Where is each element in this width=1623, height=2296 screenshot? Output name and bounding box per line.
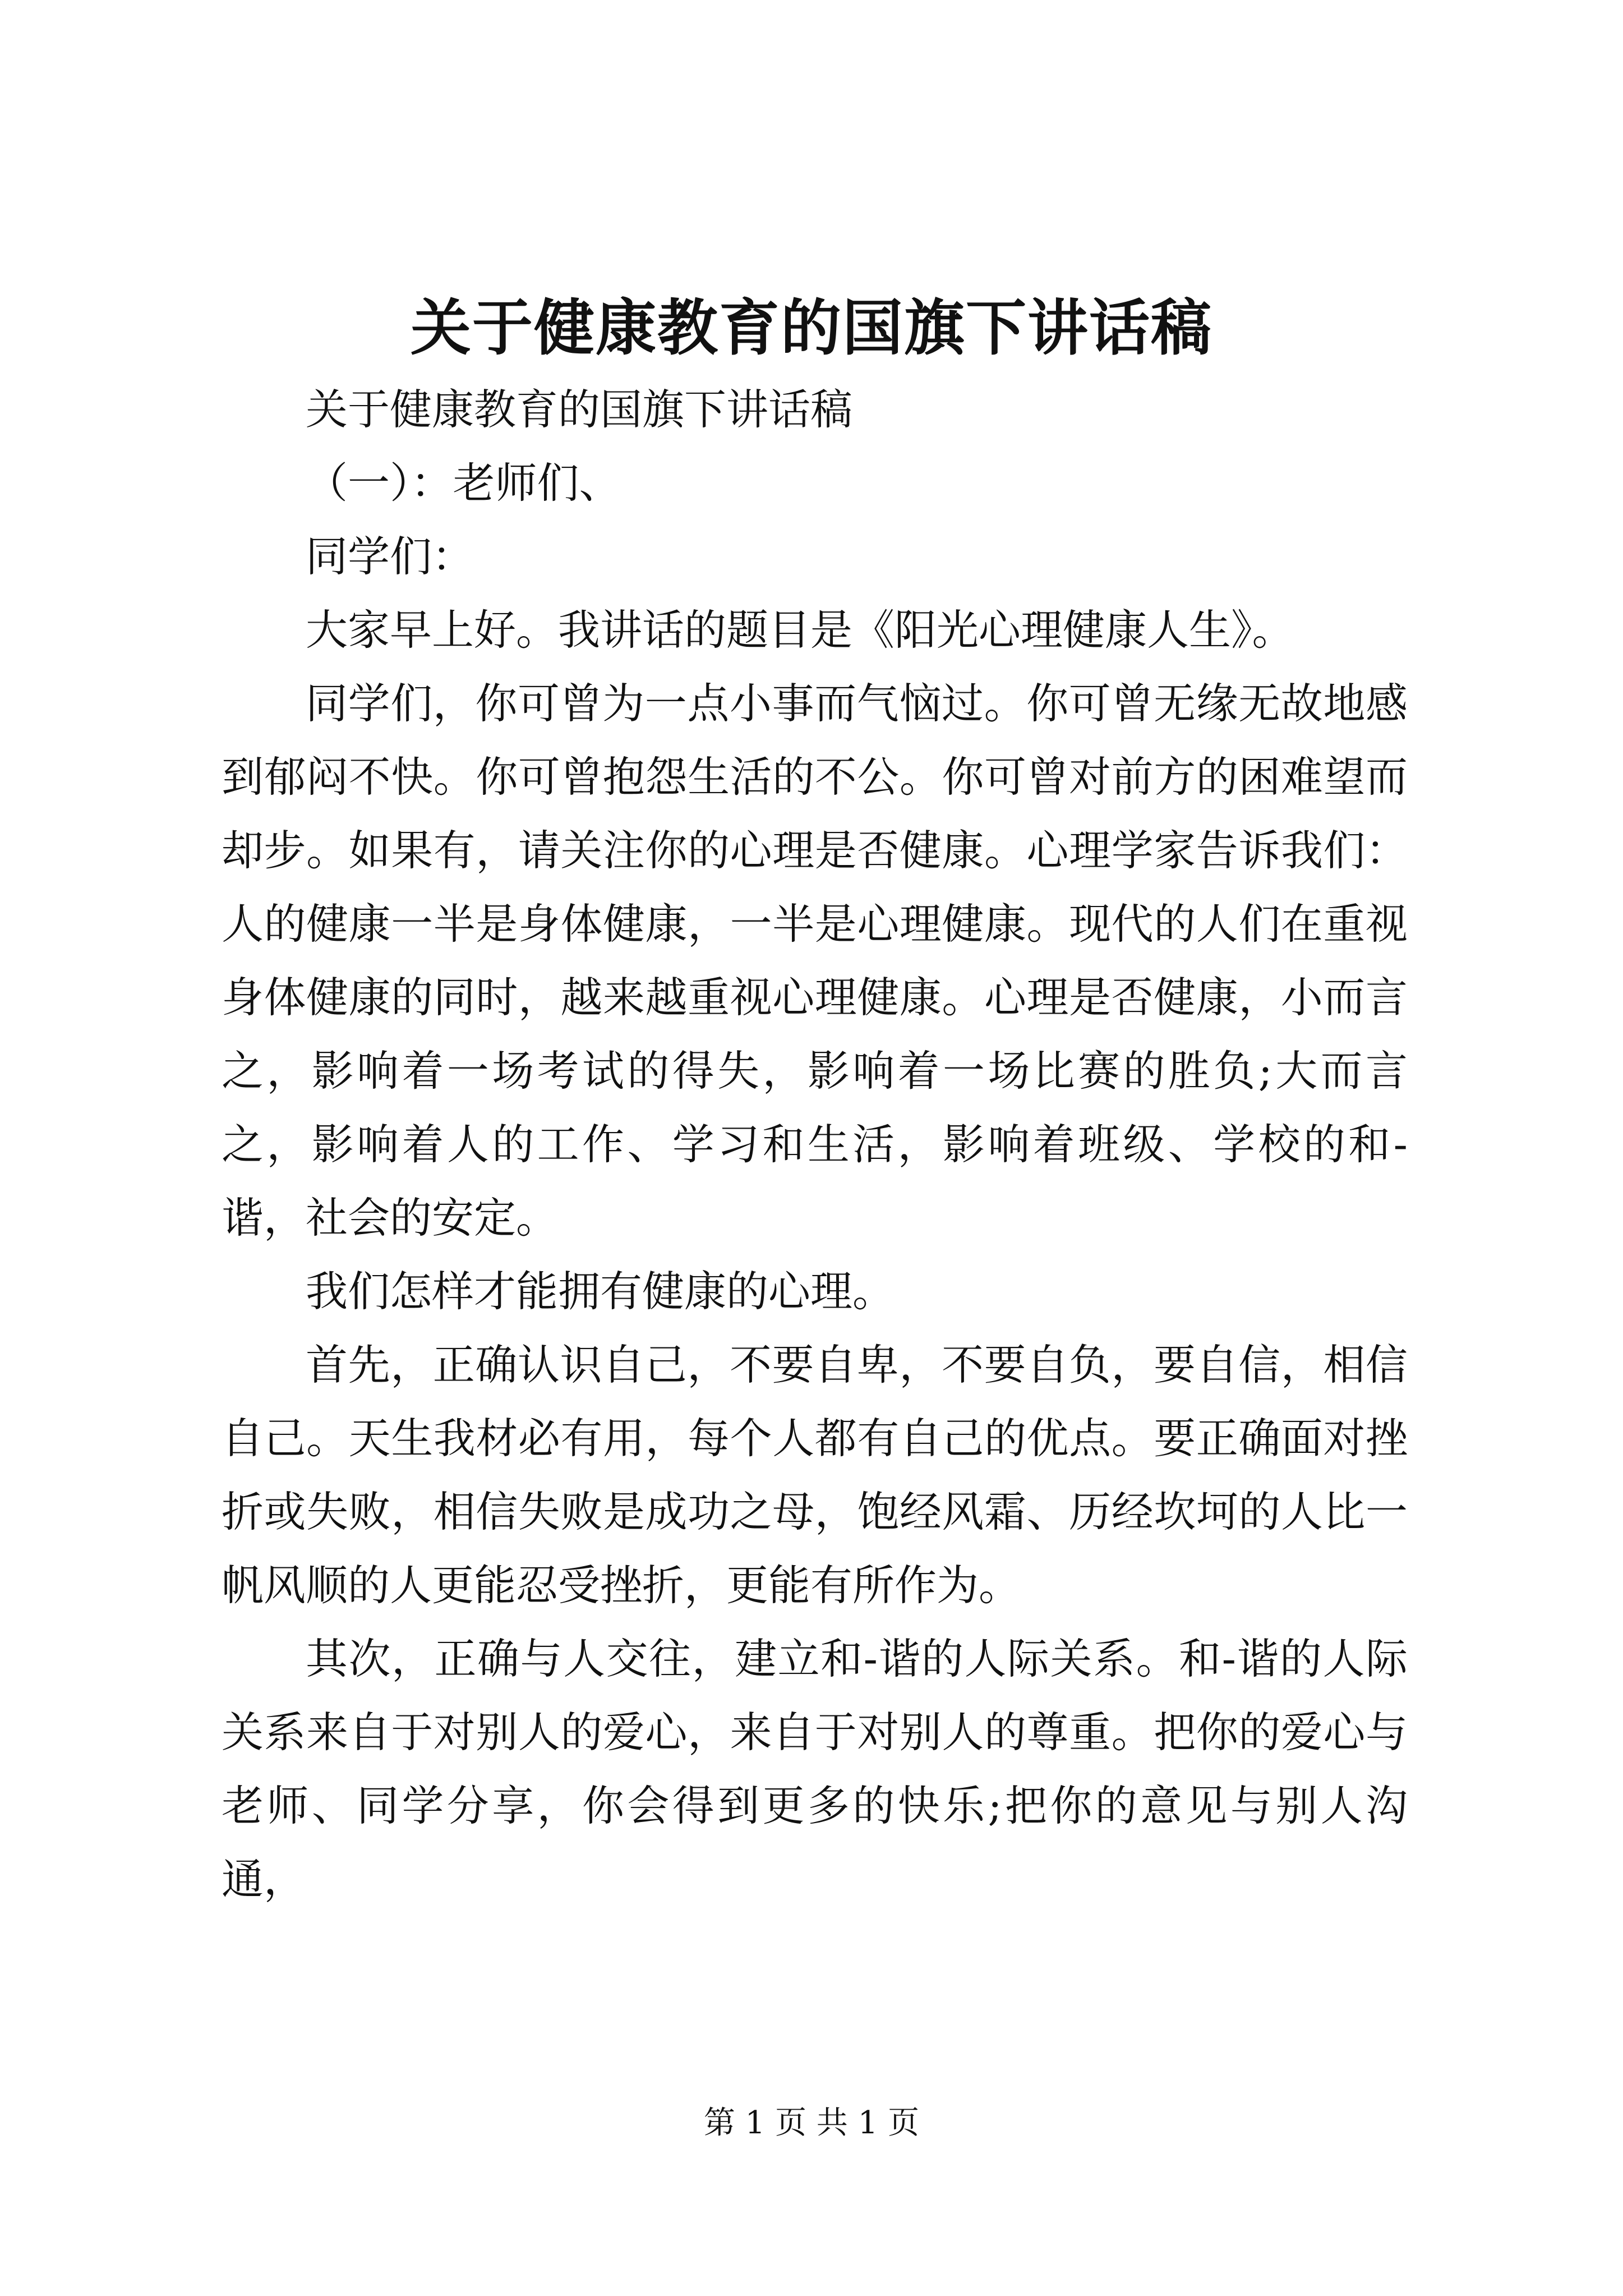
document-body: [222, 373, 1408, 1916]
body-paragraph: 我们怎样才能拥有健康的心理。: [306, 1267, 895, 1316]
document-title: 关于健康教育的国旗下讲话稿: [410, 293, 1212, 364]
body-paragraph: 首先，正确认识自己，不要自卑，不要自负，要自信，相信自己。天生我材必有用，每个人都有自己的优点。要正确面对挫折或失败，相信失败是成功之母，饱经风霜、历经坎坷的人比一帆风顺的人更能忍受挫折，更能有所作为。: [222, 1340, 1408, 1610]
body-paragraph: 其次，正确与人交往，建立和-谐的人际关系。和-谐的人际关系来自于对别人的爱心，来自于对别人的尊重。把你的爱心与老师、同学分享，你会得到更多的快乐;把你的意见与别人沟通，: [222, 1634, 1408, 1904]
body-paragraph: 同学们，你可曾为一点小事而气恼过。你可曾无缘无故地感到郁闷不快。你可曾抱怨生活的不公。你可曾对前方的困难望而却步。如果有，请关注你的心理是否健康。心理学家告诉我们：人的健康一半是身体健康，一半是心理健康。现代的人们在重视身体健康的同时，越来越重视心理健康。心理是否健康，小而言之，影响着一场考试的得失，影响着一场比赛的胜负;大而言之，影响着人的工作、学习和生活，影响着班级、学校的和-谐，社会的安定。: [222, 679, 1408, 1243]
body-paragraph-salutation-2: 同学们：: [306, 532, 474, 581]
body-paragraph: 大家早上好。我讲话的题目是《阳光心理健康人生》。: [306, 605, 1294, 655]
page-footer: 第 1 页 共 1 页: [703, 2105, 920, 2141]
body-paragraph-salutation-1: （一）：老师们、: [306, 458, 621, 508]
body-paragraph-subtitle: 关于健康教育的国旗下讲话稿: [306, 385, 853, 434]
